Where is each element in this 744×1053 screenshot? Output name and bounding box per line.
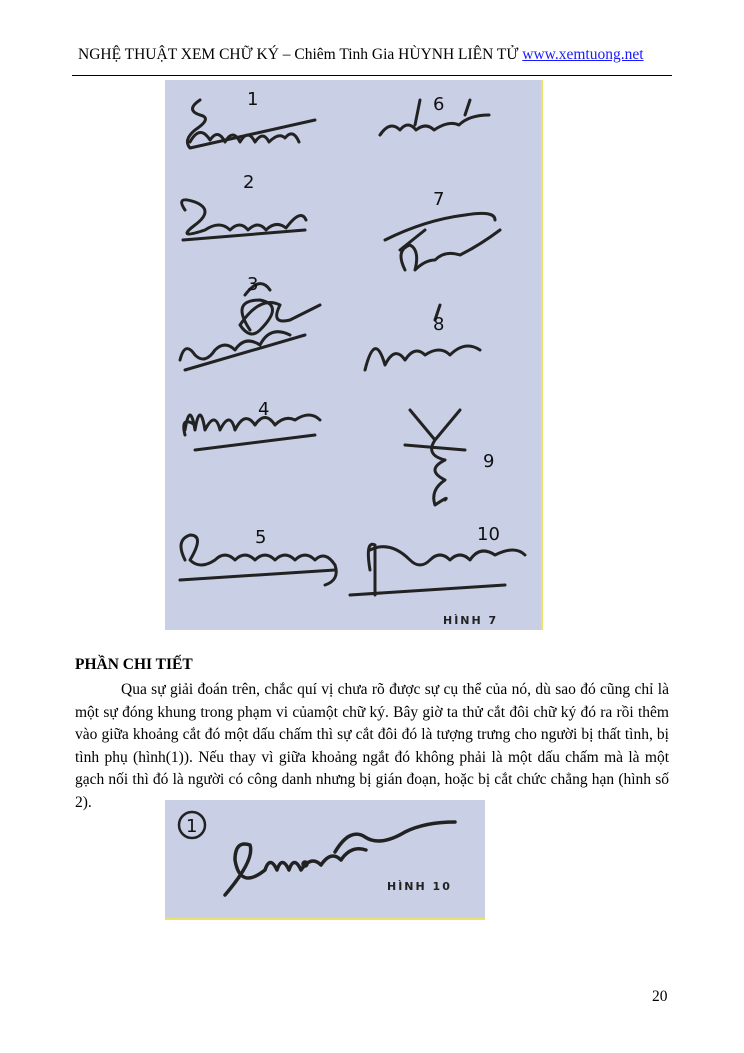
signature-number-4: 4 — [258, 399, 270, 420]
signature-number-5: 5 — [255, 527, 267, 548]
signature-number-3: 3 — [247, 274, 259, 295]
signature-number-6: 6 — [433, 94, 445, 115]
figure-caption-bottom: HÌNH 10 — [387, 880, 452, 893]
signature-scan-drawing — [165, 80, 541, 630]
body-paragraph: Qua sự giải đoán trên, chắc quí vị chưa rõ được sự cụ thể của nó, dù sao đó cũng chỉ là một sự đóng khung trong phạm vi củamột chữ ký. Bây giờ ta thử cắt đôi chữ ký đó ra rồi thêm vào giữa khoảng cắt đó một dấu chấm thì sự cắt đôi đó là tượng trưng cho người bị thất tình, bị tình phụ (hình(1)). Nếu thay vì giữa khoảng ngắt đó không phải là một dấu chấm mà là một gạch nối thì đó là người có công danh nhưng bị gián đoạn, hoặc bị cắt chức chẳng hạn (hình số 2). — [75, 681, 669, 811]
signature-number-8: 8 — [433, 314, 445, 335]
signature-number-9: 9 — [483, 451, 495, 472]
signature-number-1: 1 — [247, 89, 259, 110]
figure-number: 1 — [186, 816, 198, 837]
header-title: NGHỆ THUẬT XEM CHỮ KÝ – Chiêm Tinh Gia HÙYNH LIÊN TỬ — [78, 46, 519, 63]
signature-figure-bottom — [165, 800, 485, 920]
page-header — [72, 40, 672, 76]
signature-scan-drawing-small — [165, 800, 485, 918]
figure-caption: HÌNH 7 — [443, 614, 499, 627]
signature-figure-top — [165, 80, 543, 630]
section-title: PHẦN CHI TIẾT — [75, 656, 193, 673]
page-number: 20 — [652, 988, 668, 1005]
header-text — [78, 46, 644, 64]
signature-number-7: 7 — [433, 189, 445, 210]
header-link[interactable]: www.xemtuong.net — [522, 46, 644, 63]
signature-number-2: 2 — [243, 172, 255, 193]
signature-number-10: 10 — [477, 524, 500, 545]
